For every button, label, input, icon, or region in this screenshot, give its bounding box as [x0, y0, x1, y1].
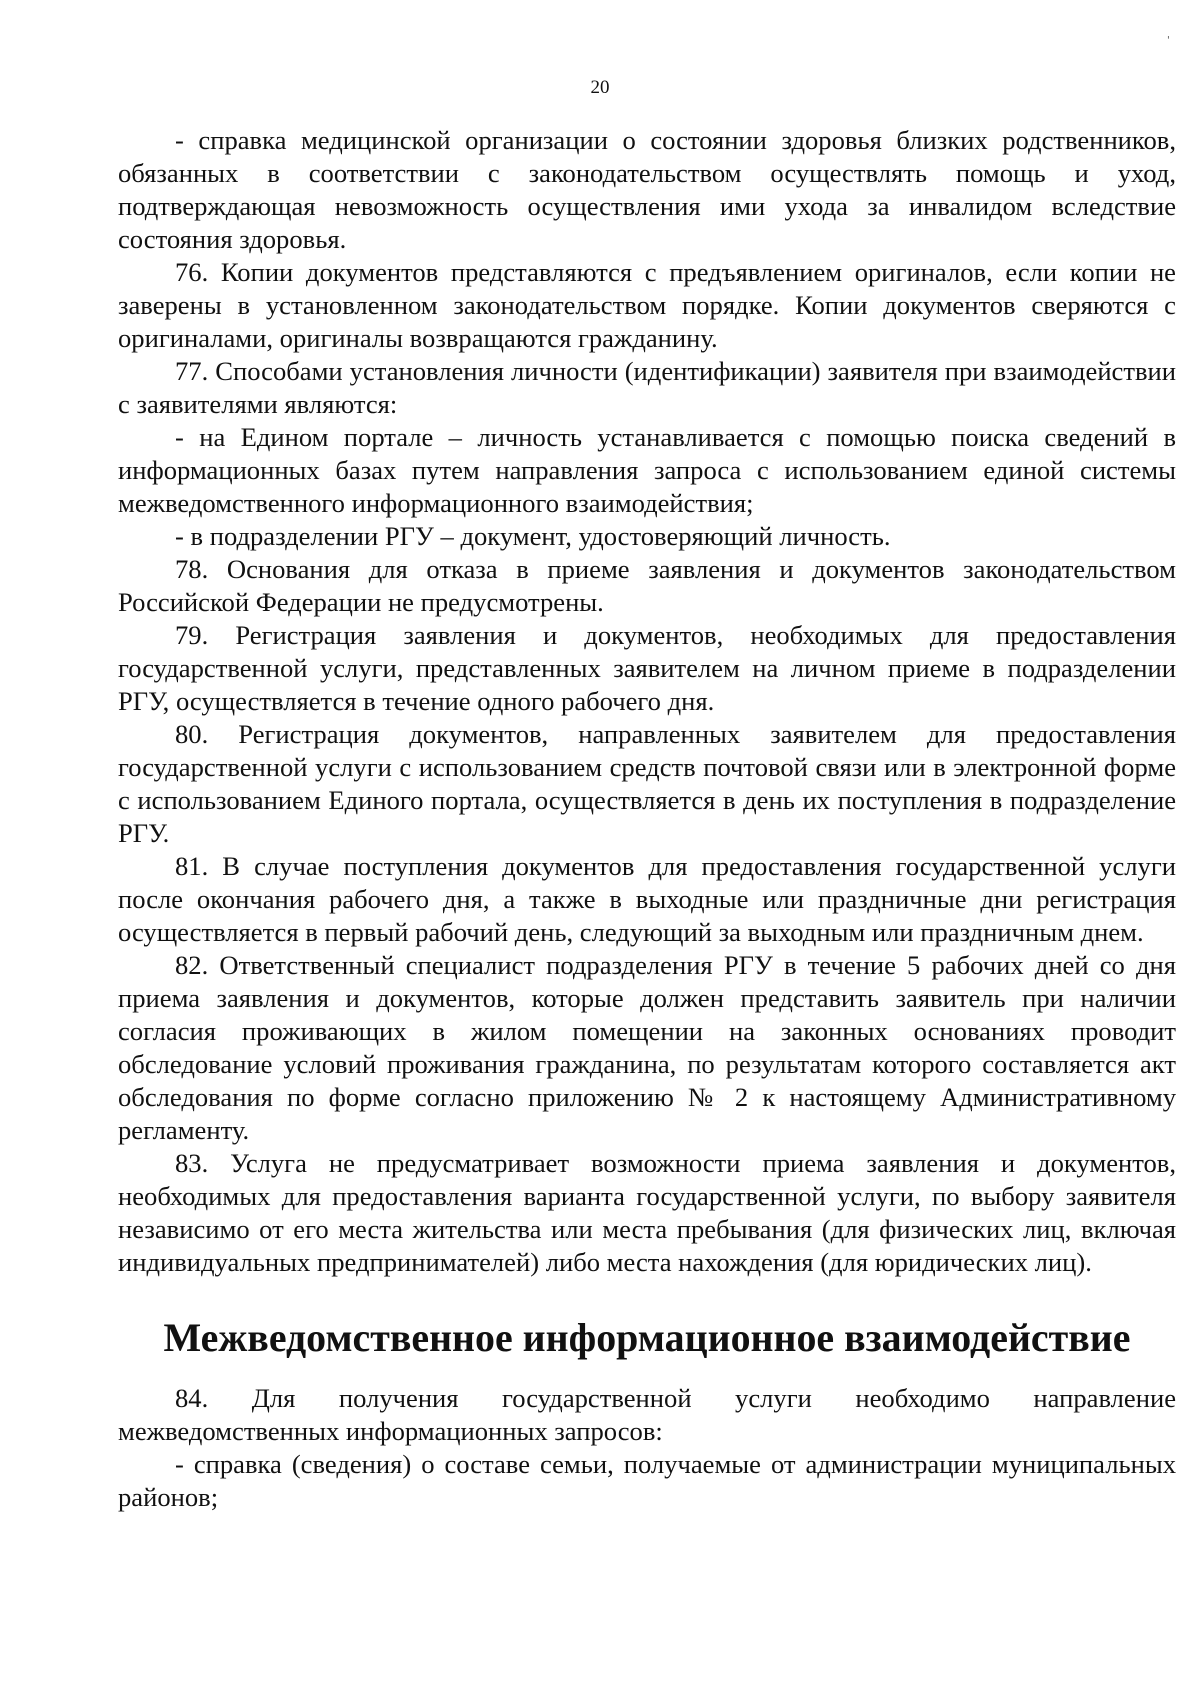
- paragraph-81: 81. В случае поступления документов для предоставления государственной услуги после окончания рабочего дня, а также в выходные или праздничные дни регистрация осуществляется в первый рабочий день, следующий за выходным или праздничным днем.: [118, 851, 1176, 947]
- paragraph-medical-certificate: - справка медицинской организации о состоянии здоровья близких родственников, обязанных в соответствии с законодательством осуществлять помощь и уход, подтверждающая невозможность осуществления ими ухода за инвалидом вследствие состояния здоровья.: [118, 125, 1176, 254]
- paragraph-76: 76. Копии документов представляются с предъявлением оригиналов, если копии не заверены в установленном законодательством порядке. Копии документов сверяются с оригиналами, оригиналы возвращаются гражданину.: [118, 257, 1176, 353]
- paragraph-84: 84. Для получения государственной услуги необходимо направление межведомственных информационных запросов:: [118, 1383, 1176, 1446]
- paragraph-82: 82. Ответственный специалист подразделения РГУ в течение 5 рабочих дней со дня приема заявления и документов, которые должен представить заявитель при наличии согласия проживающих в жилом помещении на законных основаниях проводит обследование условий проживания гражданина, по результатам которого составляется акт обследования по форме согласно приложению № 2 к настоящему Административному регламенту.: [118, 950, 1176, 1145]
- page-number: 20: [590, 77, 610, 98]
- paragraph-family-certificate: - справка (сведения) о составе семьи, получаемые от администрации муниципальных районов;: [118, 1449, 1176, 1512]
- paragraph-rgu-division: - в подразделении РГУ – документ, удостоверяющий личность.: [175, 521, 891, 551]
- paragraph-78: 78. Основания для отказа в приеме заявления и документов законодательством Российской Федерации не предусмотрены.: [118, 554, 1176, 617]
- paragraph-unified-portal: - на Едином портале – личность устанавливается с помощью поиска сведений в информационных базах путем направления запроса с использованием единой системы межведомственного информационного взаимодействия;: [118, 422, 1176, 518]
- corner-mark: ': [1167, 35, 1170, 46]
- paragraph-80: 80. Регистрация документов, направленных заявителем для предоставления государственной услуги с использованием средств почтовой связи или в электронной форме с использованием Единого портала, осуществляется в день их поступления в подразделение РГУ.: [118, 719, 1176, 848]
- paragraph-83: 83. Услуга не предусматривает возможности приема заявления и документов, необходимых для предоставления варианта государственной услуги, по выбору заявителя независимо от его места жительства или места пребывания (для физических лиц, включая индивидуальных предпринимателей) либо места нахождения (для юридических лиц).: [118, 1148, 1176, 1277]
- paragraph-79: 79. Регистрация заявления и документов, необходимых для предоставления государственной услуги, представленных заявителем на личном приеме в подразделении РГУ, осуществляется в течение одного рабочего дня.: [118, 620, 1176, 716]
- paragraph-77: 77. Способами установления личности (идентификации) заявителя при взаимодействии с заявителями являются:: [118, 356, 1176, 419]
- page-content: [118, 124, 1176, 1514]
- section-heading: Межведомственное информационное взаимодействие: [163, 1315, 1131, 1360]
